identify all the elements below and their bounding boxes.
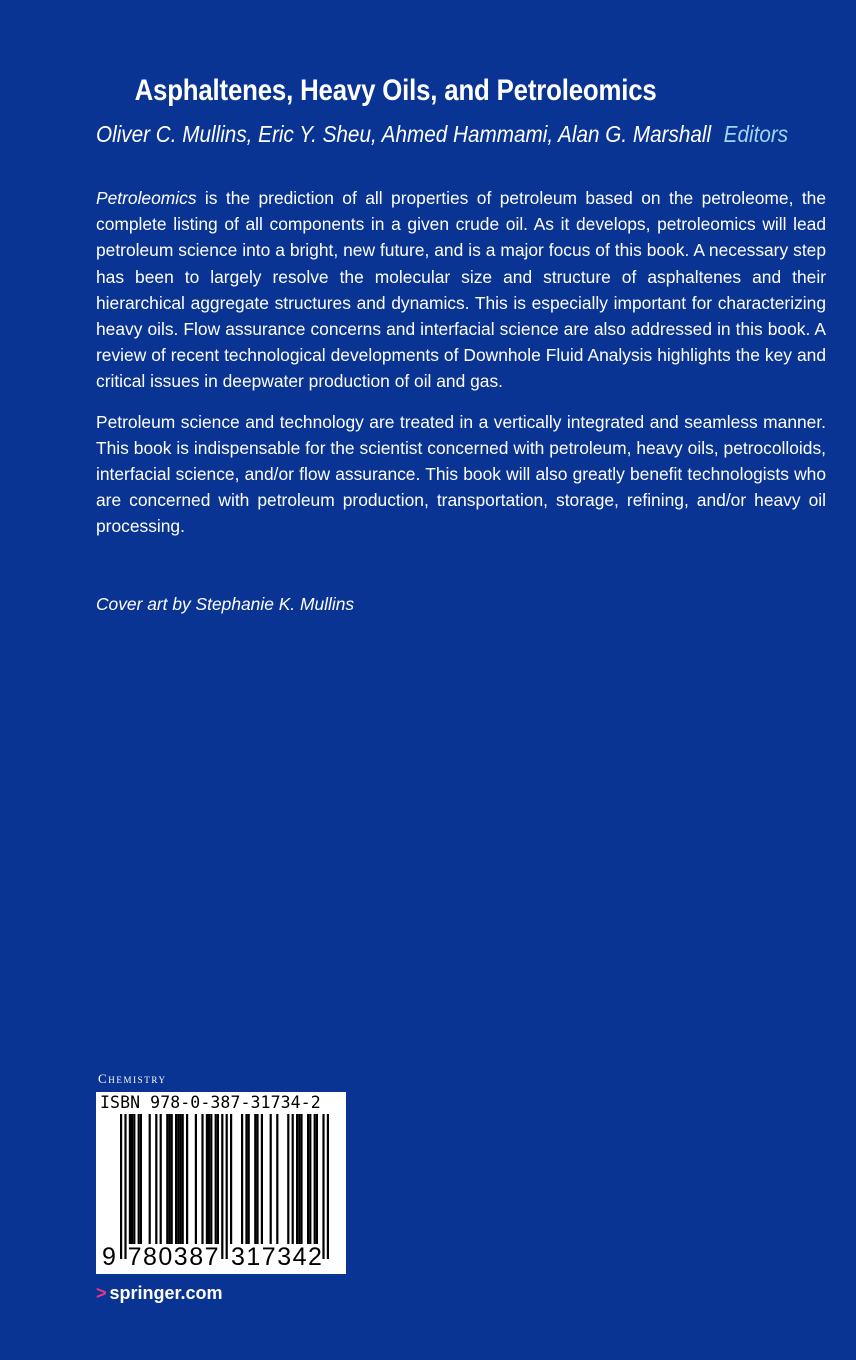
barcode-guard-bar bbox=[327, 1114, 329, 1259]
barcode-bar bbox=[217, 1114, 219, 1244]
barcode-bar bbox=[215, 1114, 217, 1244]
petroleomics-term: Petroleomics bbox=[96, 188, 197, 208]
barcode-guard-bar bbox=[226, 1114, 228, 1259]
barcode-guard-bar bbox=[322, 1114, 324, 1259]
ean-digit: 7 bbox=[261, 1243, 276, 1271]
barcode-bar bbox=[195, 1114, 197, 1244]
barcode-bar bbox=[256, 1114, 258, 1244]
barcode-bar bbox=[168, 1114, 170, 1244]
barcode-bar bbox=[309, 1114, 311, 1244]
barcode-bar bbox=[131, 1114, 133, 1244]
barcode-bar bbox=[177, 1114, 179, 1244]
barcode-bar bbox=[248, 1114, 250, 1244]
subject-category: Chemistry bbox=[98, 1071, 167, 1086]
barcode bbox=[96, 1092, 346, 1274]
cover-art-credit: Cover art by Stephanie K. Mullins bbox=[96, 594, 355, 614]
barcode-bar bbox=[186, 1114, 188, 1244]
ean-digit: 9 bbox=[102, 1243, 116, 1271]
barcode-bar bbox=[298, 1114, 300, 1244]
barcode-bar bbox=[296, 1114, 298, 1244]
barcode-bar bbox=[206, 1114, 208, 1244]
barcode-bar bbox=[171, 1114, 173, 1244]
barcode-bar bbox=[138, 1114, 140, 1244]
barcode-bar bbox=[276, 1114, 278, 1244]
paragraph-1-text: is the prediction of all properties of petroleum based on the petroleome, the complete listing of all components in a given crude oil. As it develops, petroleomics will lead petroleum science into a bright, new future, and is a major focus of this book. A necessary step has been to largely resolve the molecular size and structure of asphaltenes and their hierarchical aggregate structures and dynamics. This is especially important for characterizing heavy oils. Flow assurance concerns and interfacial science are also addressed in this book. A review of recent technological developments of Downhole Fluid Analysis highlights the key and critical issues in deepwater production of oil and gas. bbox=[96, 188, 826, 392]
barcode-bar bbox=[208, 1114, 210, 1244]
barcode-guard-bar bbox=[221, 1114, 223, 1259]
editor-names: Oliver C. Mullins, Eric Y. Sheu, Ahmed Hammami, Alan G. Marshall bbox=[96, 121, 712, 147]
ean-digit: 0 bbox=[158, 1243, 173, 1271]
ean-digit: 1 bbox=[246, 1243, 261, 1271]
barcode-bar bbox=[292, 1114, 294, 1244]
barcode-bar bbox=[254, 1114, 256, 1244]
barcode-bar bbox=[175, 1114, 177, 1244]
book-title: Asphaltenes, Heavy Oils, and Petroleomics bbox=[134, 74, 657, 107]
barcode-bar bbox=[160, 1114, 162, 1244]
editors-line bbox=[96, 121, 788, 148]
barcode-bar bbox=[133, 1114, 135, 1244]
barcode-bar bbox=[182, 1114, 184, 1244]
barcode-bar bbox=[314, 1114, 316, 1244]
barcode-bar bbox=[155, 1114, 157, 1244]
ean-digit: 4 bbox=[292, 1243, 307, 1271]
blurb-paragraph-1 bbox=[96, 185, 826, 395]
barcode-guard-bar bbox=[120, 1114, 122, 1259]
publisher-website[interactable] bbox=[96, 1283, 223, 1304]
barcode-bar bbox=[241, 1114, 243, 1244]
barcode-bar bbox=[129, 1114, 131, 1244]
ean-digit: 3 bbox=[277, 1243, 292, 1271]
website-url: springer.com bbox=[109, 1283, 223, 1303]
arrow-icon: > bbox=[96, 1283, 107, 1303]
barcode-bar bbox=[179, 1114, 181, 1244]
barcode-bar bbox=[245, 1114, 247, 1244]
barcode-bar bbox=[230, 1114, 232, 1244]
barcode-bar bbox=[201, 1114, 203, 1244]
ean-digit: 8 bbox=[189, 1243, 204, 1271]
barcode-bar bbox=[261, 1114, 263, 1244]
barcode-bar bbox=[287, 1114, 289, 1244]
barcode-bar bbox=[140, 1114, 142, 1244]
ean-digit: 8 bbox=[143, 1243, 157, 1271]
barcode-bar bbox=[270, 1114, 272, 1244]
editors-label: Editors bbox=[723, 121, 789, 147]
barcode-bar bbox=[307, 1114, 309, 1244]
barcode-bar bbox=[210, 1114, 212, 1244]
blurb-paragraph-2: Petroleum science and technology are treated in a vertically integrated and seamless manner. This book is indispensable for the scientist concerned with petroleum, heavy oils, petrocolloids, interfacial science, and/or flow assurance. This book will also greatly benefit technologists who are concerned with petroleum production, transportation, storage, refining, and/or heavy oil processing. bbox=[96, 411, 826, 537]
ean-digit: 7 bbox=[127, 1243, 142, 1271]
blurb bbox=[96, 185, 826, 554]
ean-digit: 3 bbox=[231, 1243, 245, 1271]
barcode-bar bbox=[300, 1114, 302, 1244]
barcode-guard-bar bbox=[124, 1114, 126, 1259]
barcode-bar bbox=[316, 1114, 318, 1244]
ean-digit: 2 bbox=[308, 1243, 322, 1271]
ean-digit: 3 bbox=[173, 1243, 188, 1271]
isbn-text: ISBN 978-0-387-31734-2 bbox=[100, 1093, 321, 1112]
ean-digit: 7 bbox=[204, 1243, 219, 1271]
barcode-bar bbox=[166, 1114, 168, 1244]
barcode-bar bbox=[149, 1114, 151, 1244]
